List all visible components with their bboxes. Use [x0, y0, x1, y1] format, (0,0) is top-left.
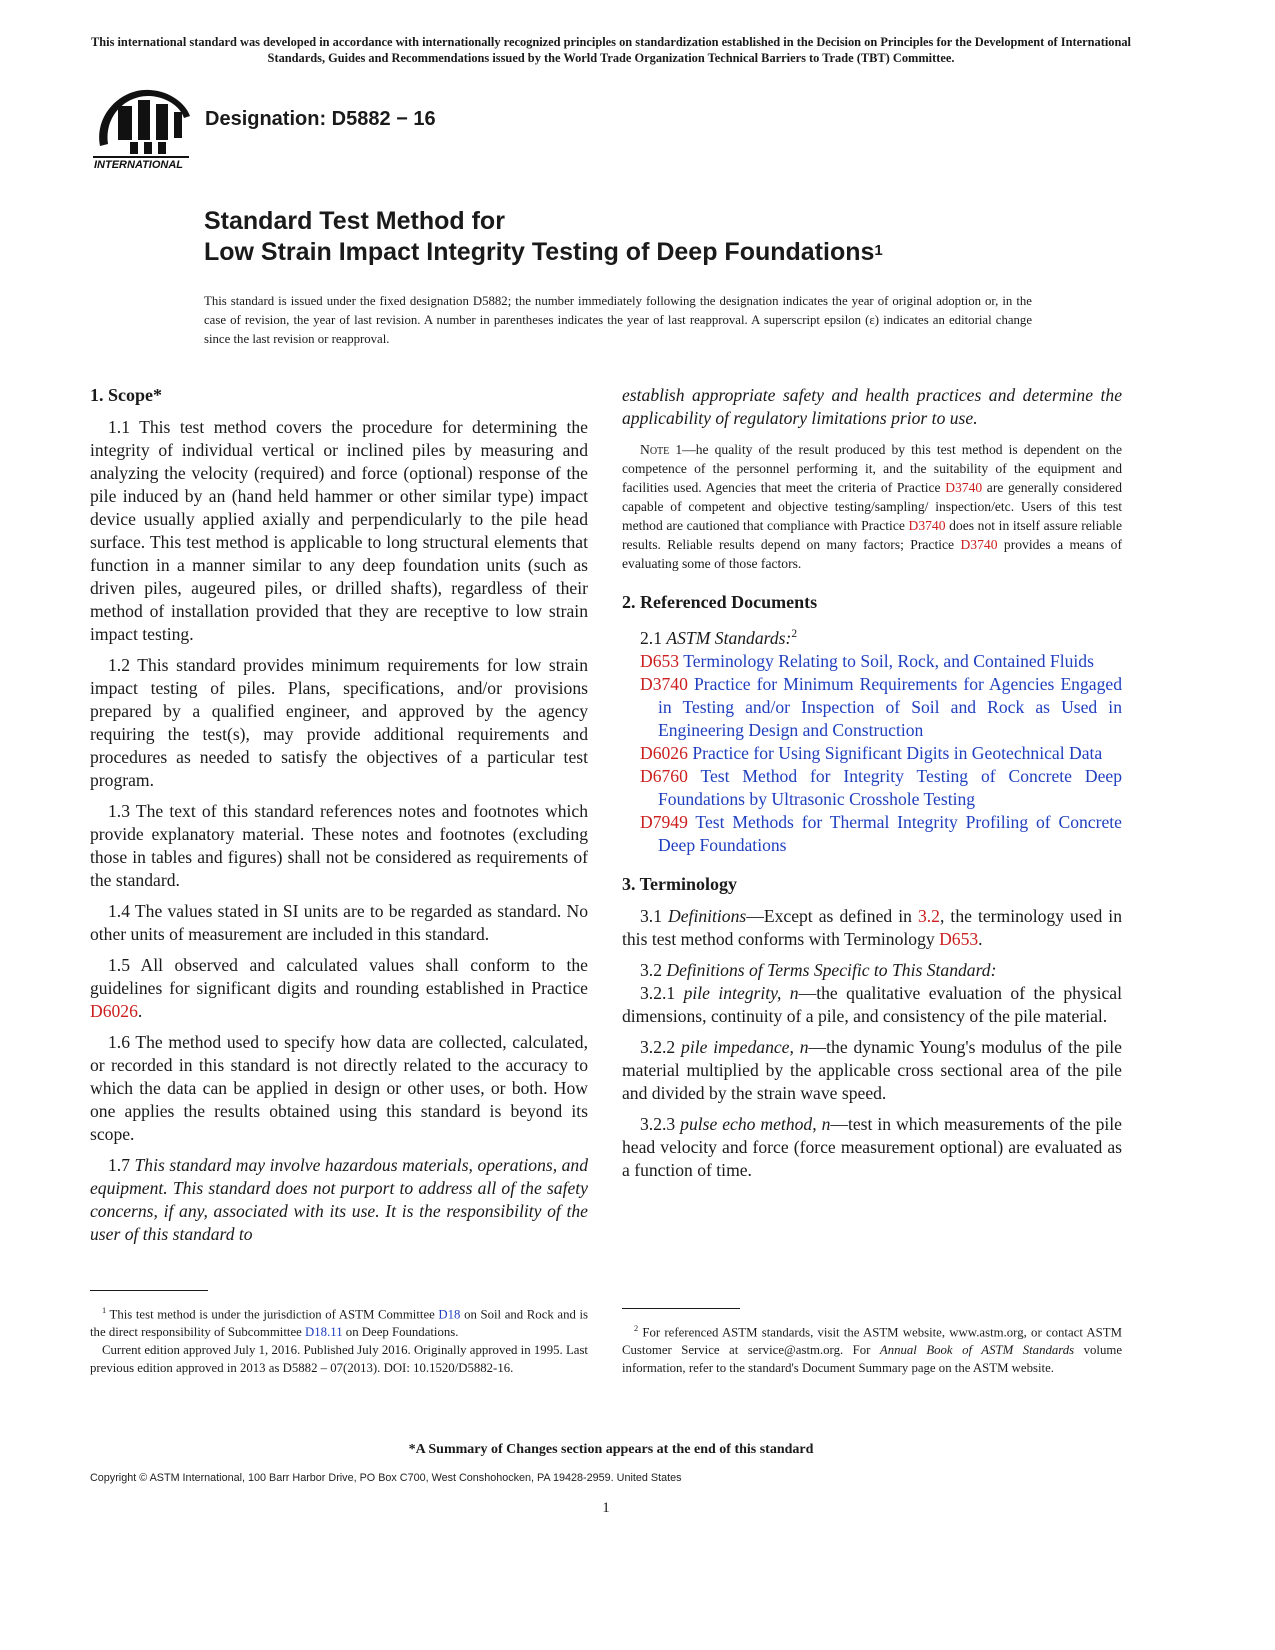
- footnote-rule-right: [622, 1308, 740, 1309]
- title-line-1: Standard Test Method for: [204, 207, 505, 235]
- astm-standards-label: 2.1 ASTM Standards:$^2$: [640, 627, 798, 648]
- document-title: [204, 206, 1104, 268]
- terminology-3-2: 3.2 Definitions of Terms Specific to This Standard:: [640, 959, 997, 980]
- ref-link-d3740[interactable]: D3740: [945, 480, 983, 495]
- astm-logo: [90, 86, 200, 172]
- page-number: 1: [602, 1500, 610, 1516]
- scope-1-7-continued: establish appropriate safety and health practices and determine the applicability of regulatory limitations prior to use.: [622, 385, 1122, 428]
- title-footnote-marker: 1: [874, 242, 883, 259]
- terminology-3-2-2: 3.2.2 pile impedance, n—the dynamic Young's modulus of the pile material multiplied by the applicable cross sectional area of the pile and divided by the strain wave speed.: [622, 1036, 1122, 1103]
- ref-link-d6026[interactable]: D6026: [90, 1001, 138, 1021]
- summary-of-changes-note: *A Summary of Changes section appears at the end of this standard: [408, 1442, 814, 1457]
- scope-1-6: 1.6 The method used to specify how data are collected, calculated, or recorded in this standard is not directly related to the accuracy to which the data can be applied in design or other uses, or both. How one applies the results obtained using this standard is beyond its scope.: [90, 1032, 588, 1144]
- note-1: Note 1—he quality of the result produced by this test method is dependent on the competence of the personnel performing it, and the suitability of the equipment and facilities used. Agencies that meet the criteria of Practice D3740 are generally considered capable of competent and objective testing/sampling/ inspection/etc. Users of this test method are cautioned that compliance with Practice D3740 does not in itself assure reliable results. Reliable results depend on many factors; Practice D3740 provides a means of evaluating some of those factors.: [622, 442, 1123, 571]
- issued-note: This standard is issued under the fixed designation D5882; the number immediately following the designation indicates the year of original adoption or, in the case of revision, the year of last revision. A number in parentheses indicates the year of last reapproval. A superscript epsilon (ε) indicates an editorial change since the last revision or reapproval.: [204, 294, 1032, 346]
- reference-item[interactable]: D6760 Test Method for Integrity Testing of Concrete Deep Foundations by Ultrasonic Crosshole Testing: [640, 765, 1122, 809]
- footnote-1: $^1$ This test method is under the jurisdiction of ASTM Committee D18 on Soil and Rock and is the direct responsibility of Subcommittee D18.11 on Deep Foundations. Current edition approved July 1, 2016. Published July 2016. Originally approved in 1995. Last previous edition approved in 2013 as D5882 – 07(2013). DOI: 10.1520/D5882-16.: [90, 1306, 588, 1376]
- footnote-rule-left: [90, 1290, 208, 1291]
- svg-text:INTERNATIONAL: INTERNATIONAL: [94, 159, 184, 171]
- designation: Designation: D5882 − 16: [205, 108, 436, 130]
- ref-link-d18-11[interactable]: D18.11: [305, 1325, 343, 1340]
- terminology-3-2-3: 3.2.3 pulse echo method, n—test in which measurements of the pile head velocity and force (force measurement optional) are evaluated as a function of time.: [622, 1113, 1122, 1180]
- terminology-3-1: 3.1 Definitions—Except as defined in 3.2, the terminology used in this test method conforms with Terminology D653.: [622, 905, 1122, 949]
- scope-1-4: 1.4 The values stated in SI units are to be regarded as standard. No other units of measurement are included in this standard.: [90, 901, 588, 944]
- terminology-3-2-1: 3.2.1 pile integrity, n—the qualitative evaluation of the physical dimensions, continuity of a pile, and consistency of the pile material.: [622, 982, 1122, 1026]
- ref-link-d653[interactable]: D653: [939, 928, 979, 949]
- ref-link-d18[interactable]: D18: [438, 1307, 461, 1322]
- scope-1-7: 1.7 This standard may involve hazardous materials, operations, and equipment. This standard does not purport to address all of the safety concerns, if any, associated with its use. It is the responsibility of the user of this standard to: [90, 1155, 589, 1244]
- scope-1-3: 1.3 The text of this standard references notes and footnotes which provide explanatory material. These notes and footnotes (excluding those in tables and figures) shall not be considered as requirements of the standard.: [90, 801, 588, 890]
- ref-link-d3740[interactable]: D3740: [960, 537, 998, 552]
- title-line-2: Low Strain Impact Integrity Testing of Deep Foundations$^1$: [204, 238, 883, 266]
- reference-item[interactable]: D653 Terminology Relating to Soil, Rock, and Contained Fluids: [640, 650, 1094, 671]
- copyright: Copyright © ASTM International, 100 Barr Harbor Drive, PO Box C700, West Conshohocken, PA 19428-2959. United States: [90, 1472, 682, 1484]
- right-column: [622, 384, 1122, 1190]
- reference-item[interactable]: D3740 Practice for Minimum Requirements for Agencies Engaged in Testing and/or Inspection of Soil and Rock as Used in Engineering Design and Construction: [640, 673, 1122, 740]
- reference-list: [622, 650, 1122, 857]
- reference-item[interactable]: D7949 Test Methods for Thermal Integrity Profiling of Concrete Deep Foundations: [640, 811, 1122, 855]
- refdocs-heading: 2. Referenced Documents: [622, 592, 818, 612]
- ref-link-3-2[interactable]: 3.2: [917, 905, 940, 926]
- scope-1-1: 1.1 This test method covers the procedure for determining the integrity of individual vertical or inclined piles by measuring and analyzing the velocity (required) and force (optional) response of the pile induced by an (hand held hammer or other similar type) impact device usually applied axially and perpendicularly to the pile head surface. This test method is applicable to long structural elements that function in a manner similar to any deep foundation units (such as driven piles, augeured piles, or drilled shafts), regardless of their method of installation provided that they are receptive to low strain impact testing.: [90, 417, 588, 644]
- reference-item[interactable]: D6026 Practice for Using Significant Digits in Geotechnical Data: [640, 742, 1103, 763]
- wto-notice: This international standard was developed in accordance with internationally recognized principles on standardization established in the Decision on Principles for the Development of International Standards, Guides and Recommendations issued by the World Trade Organization Technical Barriers to Trade (TBT) Committee.: [90, 35, 1132, 65]
- left-column: [90, 384, 588, 1254]
- footnote-2: $^2$ For referenced ASTM standards, visit the ASTM website, www.astm.org, or contact ASTM Customer Service at service@astm.org. For Annual Book of ASTM Standards volume information, refer to the standard's Document Summary page on the ASTM website.: [622, 1324, 1123, 1376]
- scope-heading: 1. Scope*: [90, 385, 162, 405]
- ref-link-d3740[interactable]: D3740: [908, 518, 946, 533]
- terminology-heading: 3. Terminology: [622, 873, 738, 894]
- scope-1-5: 1.5 All observed and calculated values shall conform to the guidelines for significant digits and rounding established in Practice D6026.: [90, 955, 588, 1021]
- scope-1-2: 1.2 This standard provides minimum requirements for low strain impact testing of piles. Plans, specifications, and/or provisions prepared by a qualified engineer, and approved by the agency requiring the test(s), may provide additional requirements and procedures as needed to satisfy the objectives of a particular test program.: [90, 655, 588, 790]
